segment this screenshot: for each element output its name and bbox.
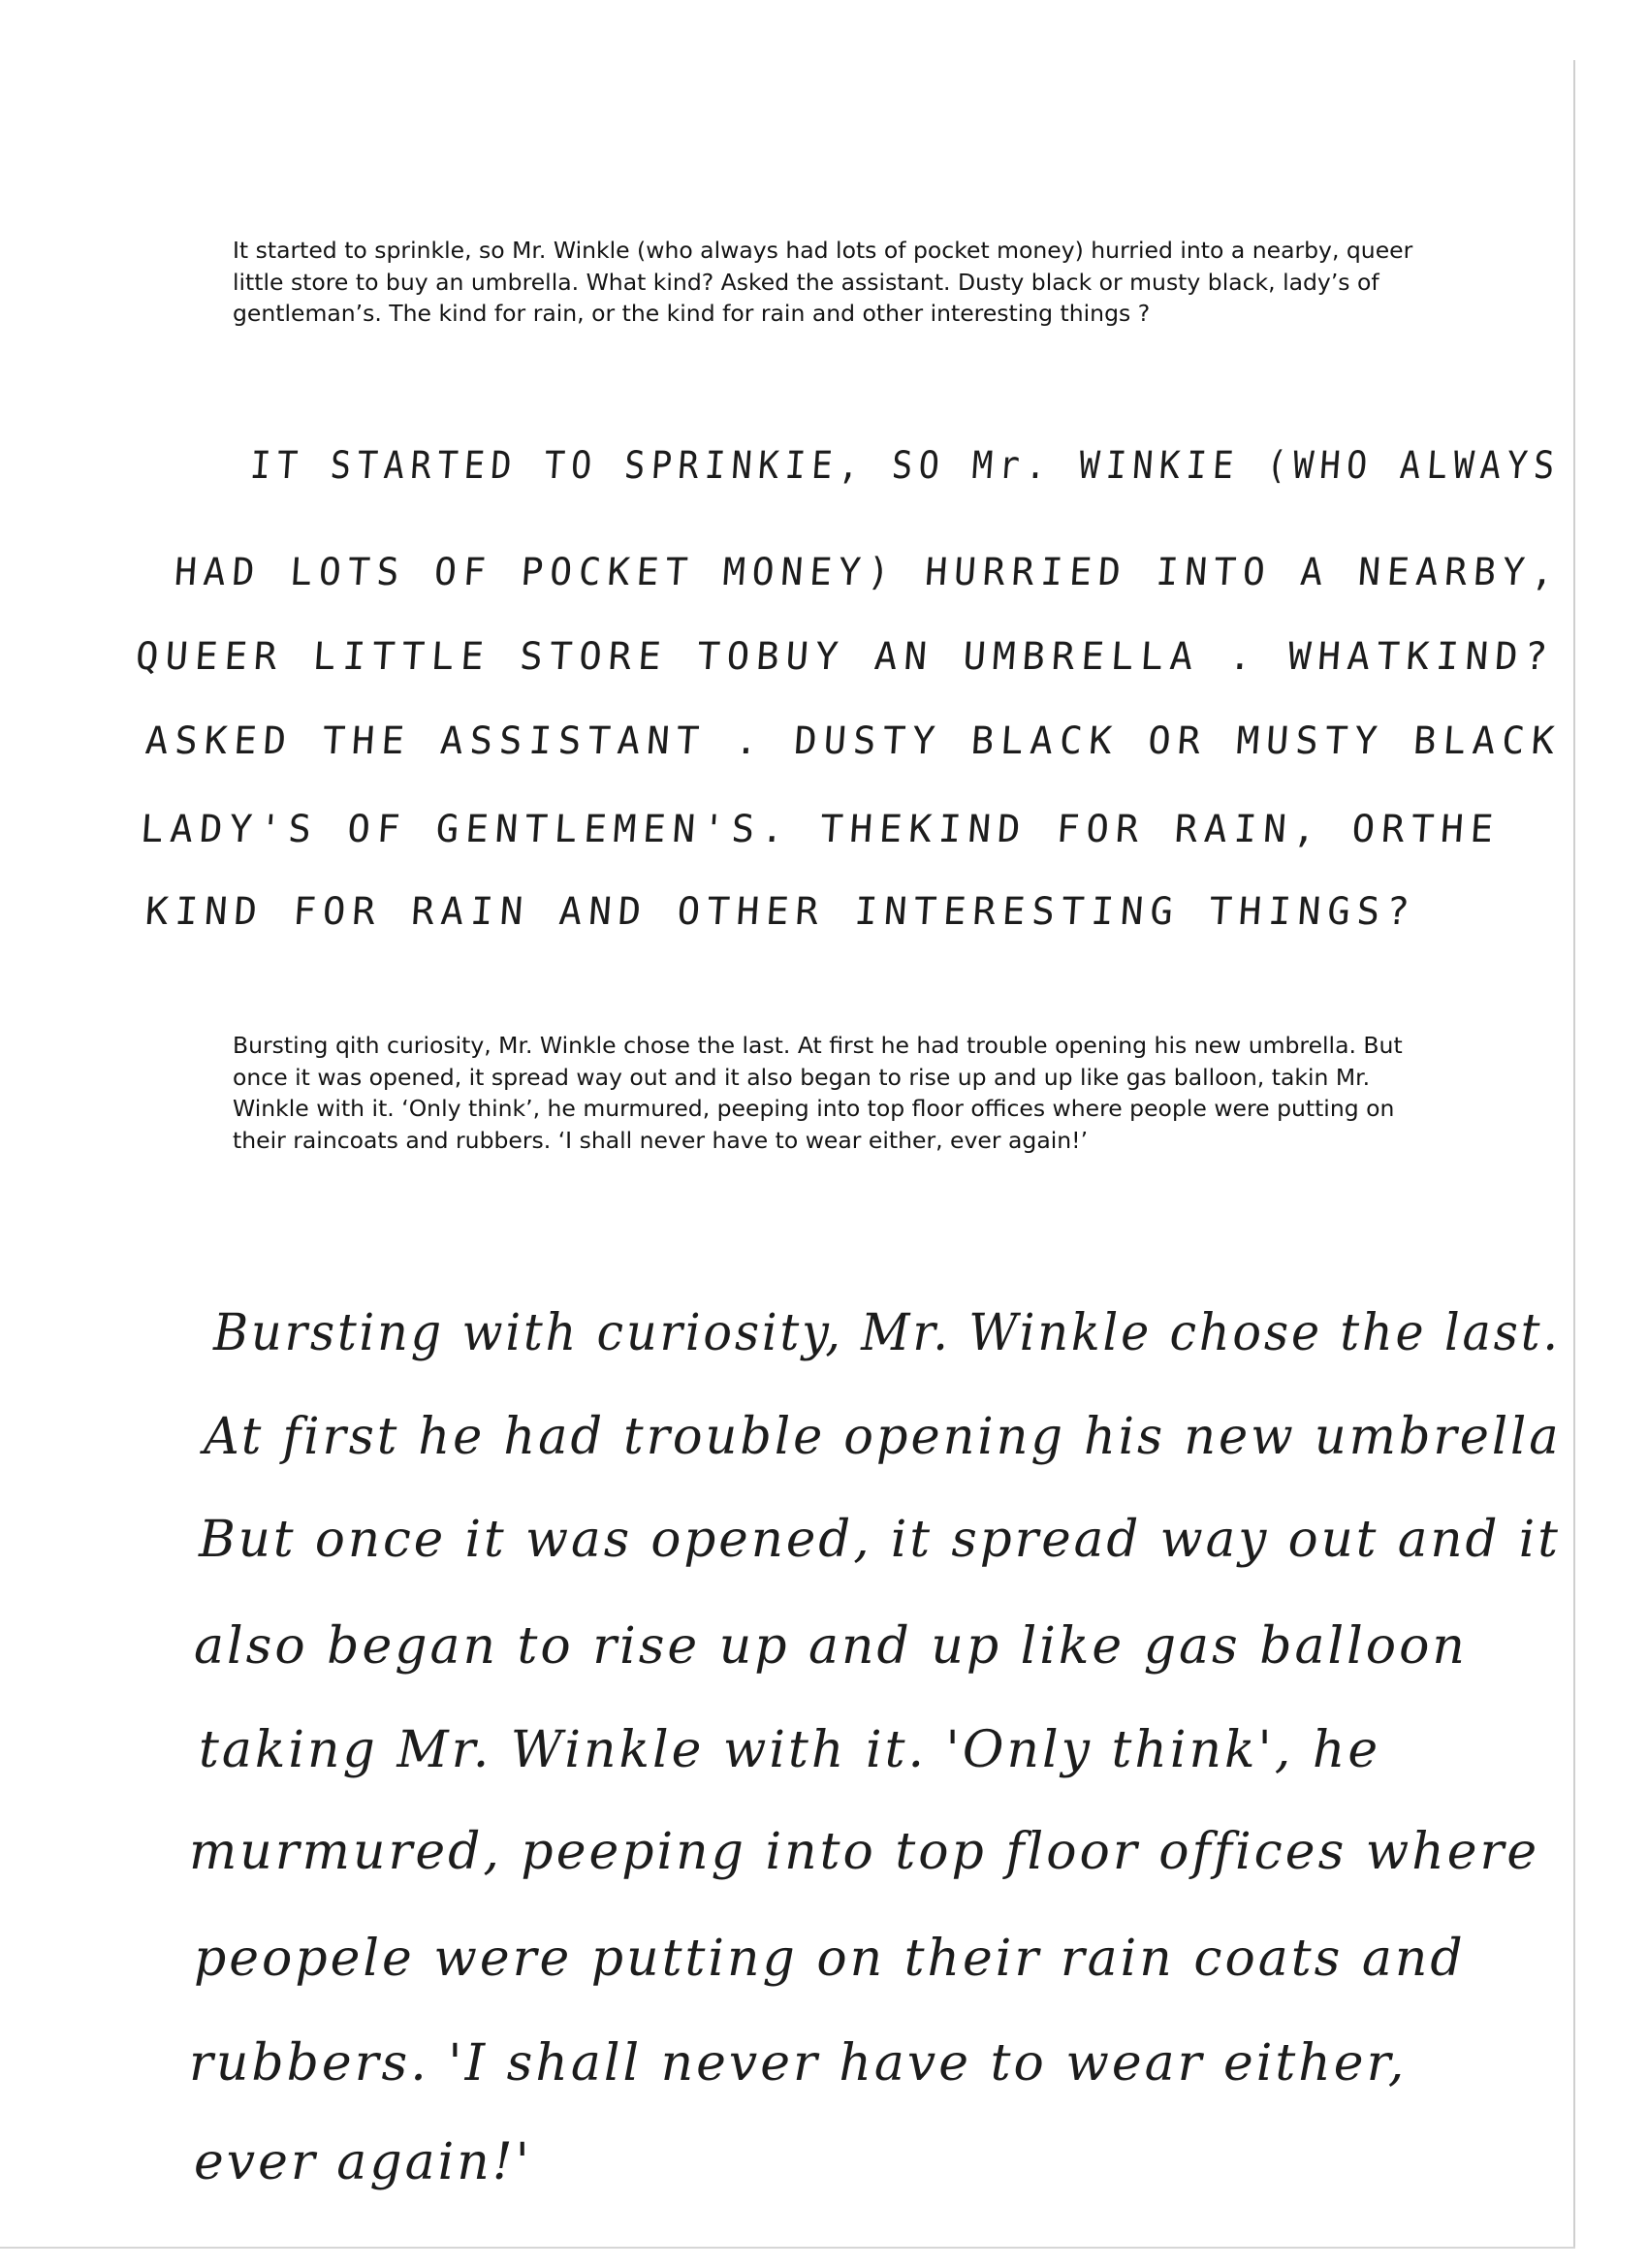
- handwritten-line: IT STARTED TO SPRINKIE, SO Mr. WINKIE (WHO ALWAYS: [248, 444, 1563, 488]
- handwritten-line: LADY'S OF GENTLEMEN'S. THEKIND FOR RAIN, ORTHE: [139, 808, 1502, 851]
- handwritten-line: But once it was opened, it spread way out and it: [199, 1511, 1561, 1569]
- handwritten-line: taking Mr. Winkle with it. 'Only think', he: [199, 1721, 1381, 1779]
- page-edge-bottom: [0, 2247, 1575, 2249]
- printed-paragraph-1: It started to sprinkle, so Mr. Winkle (who always had lots of pocket money) hurried into a nearby, queer little store to buy an umbrella. What kind? Asked the assistant. Dusty black or musty black, lady’s of gentleman’s. The kind for rain, or the kind for rain and other interesting things ?: [233, 237, 1413, 327]
- handwritten-line: peopele were putting on their rain coats and: [194, 1930, 1466, 1988]
- handwritten-line: At first he had trouble opening his new umbrella: [204, 1408, 1562, 1466]
- handwritten-line: QUEER LITTLE STORE TOBUY AN UMBRELLA . WHATKIND?: [134, 635, 1556, 679]
- handwritten-line: also began to rise up and up like gas balloon: [194, 1617, 1468, 1676]
- handwritten-line: rubbers. 'I shall never have to wear either,: [189, 2034, 1408, 2092]
- handwritten-line: KIND FOR RAIN AND OTHER INTERESTING THINGS?: [143, 890, 1418, 934]
- handwritten-line: ever again!': [194, 2133, 532, 2191]
- printed-paragraph-2: Bursting qith curiosity, Mr. Winkle chose the last. At first he had trouble opening his new umbrella. But once it was opened, it spread way out and it also began to rise up and up like gas balloon, takin Mr. Winkle with it. ‘Only think’, he murmured, peeping into top floor offices where people were putting on their raincoats and rubbers. ‘I shall never have to wear either, ever again!’: [233, 1032, 1403, 1154]
- page-edge-right: [1573, 60, 1575, 2247]
- handwritten-line: ASKED THE ASSISTANT . DUSTY BLACK OR MUSTY BLACK: [143, 719, 1563, 763]
- handwritten-line: Bursting with curiosity, Mr. Winkle chose the last.: [213, 1304, 1561, 1362]
- handwritten-line: HAD LOTS OF POCKET MONEY) HURRIED INTO A NEARBY,: [173, 551, 1562, 594]
- handwritten-line: murmured, peeping into top floor offices where: [189, 1823, 1540, 1881]
